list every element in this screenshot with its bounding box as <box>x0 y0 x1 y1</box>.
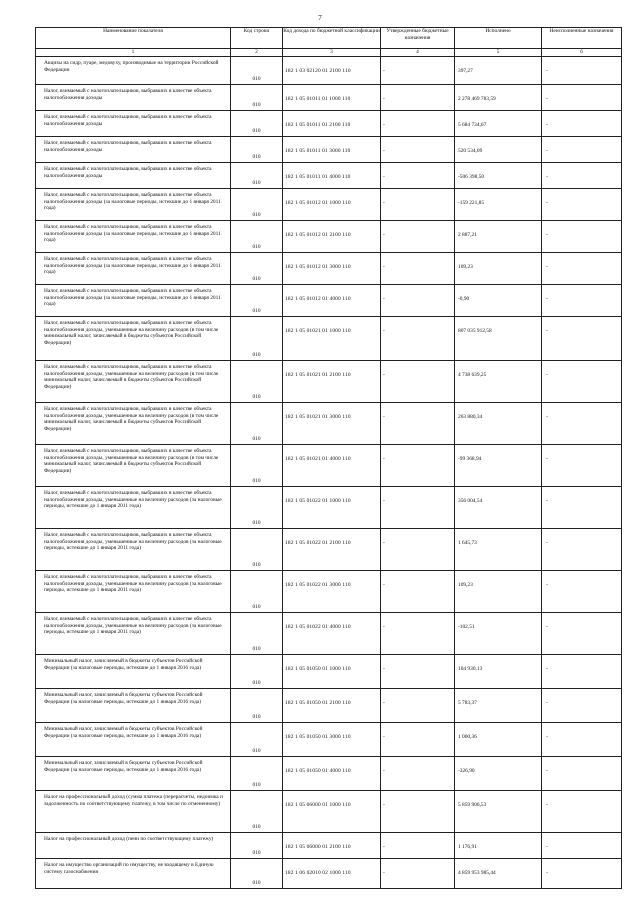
row-unexecuted: - <box>542 529 622 571</box>
row-executed: -506 398,50 <box>455 163 542 189</box>
row-name: Налог, взимаемый с налогоплательщиков, выбравших в качестве объекта налогообложения доходы <box>36 137 231 163</box>
row-budget-code: 182 1 05 01011 01 1000 110 <box>283 85 381 111</box>
table-row <box>36 253 622 285</box>
row-budget-code: 182 1 05 01012 01 4000 110 <box>283 285 381 317</box>
row-line-code: 010 <box>231 613 283 655</box>
row-unexecuted: - <box>542 791 622 833</box>
row-budget-code: 182 1 06 02010 02 1000 110 <box>283 859 381 889</box>
table-row <box>36 571 622 613</box>
row-name: Акцизы на сидр, пуаре, медовуху, производимые на территории Российской Федерации <box>36 57 231 85</box>
row-budget-code: 182 1 05 01050 01 1000 110 <box>283 655 381 689</box>
row-approved: - <box>381 757 455 791</box>
row-unexecuted: - <box>542 403 622 445</box>
row-name: Налог, взимаемый с налогоплательщиков, выбравших в качестве объекта налогообложения доходы, уменьшенные на величину расходов (за налоговые периоды, истекшие до 1 января 2011 года) <box>36 529 231 571</box>
row-unexecuted: - <box>542 85 622 111</box>
row-approved: - <box>381 859 455 889</box>
row-unexecuted: - <box>542 445 622 487</box>
row-name: Налог на профессиональный доход (сумма платежа (перерасчеты, недоимка и задолженность по соответствующему платежу, в том числе по отмененному) <box>36 791 231 833</box>
row-budget-code: 182 1 05 01050 01 4000 110 <box>283 757 381 791</box>
row-executed: 5 859 906,53 <box>455 791 542 833</box>
row-name: Налог, взимаемый с налогоплательщиков, выбравших в качестве объекта налогообложения доходы, уменьшенные на величину расходов (в том числе минимальный налог, зачисляемый в бюджеты субъектов Российской Федерации) <box>36 403 231 445</box>
row-executed: 4 738 639,25 <box>455 361 542 403</box>
row-name: Налог на профессиональный доход (пени по соответствующему платежу) <box>36 833 231 859</box>
row-approved: - <box>381 571 455 613</box>
row-approved: - <box>381 85 455 111</box>
row-line-code: 010 <box>231 445 283 487</box>
row-budget-code: 182 1 05 01021 01 3000 110 <box>283 403 381 445</box>
row-unexecuted: - <box>542 189 622 221</box>
row-name: Налог, взимаемый с налогоплательщиков, выбравших в качестве объекта налогообложения доходы <box>36 111 231 137</box>
table-row <box>36 111 622 137</box>
row-budget-code: 182 1 03 02120 01 2100 110 <box>283 57 381 85</box>
header-budget-code: Код дохода по бюджетной классификации <box>283 28 381 49</box>
row-unexecuted: - <box>542 487 622 529</box>
row-approved: - <box>381 487 455 529</box>
row-executed: 397,27 <box>455 57 542 85</box>
row-executed: -159 221,85 <box>455 189 542 221</box>
table-row <box>36 833 622 859</box>
row-budget-code: 182 1 05 01022 01 3000 110 <box>283 571 381 613</box>
row-approved: - <box>381 613 455 655</box>
header-executed: Исполнено <box>455 28 542 49</box>
row-unexecuted: - <box>542 221 622 253</box>
row-approved: - <box>381 137 455 163</box>
table-row <box>36 285 622 317</box>
row-approved: - <box>381 163 455 189</box>
table-row <box>36 221 622 253</box>
column-number-row <box>36 49 622 57</box>
table-row <box>36 655 622 689</box>
row-executed: 1 000,36 <box>455 723 542 757</box>
row-executed: -326,90 <box>455 757 542 791</box>
row-approved: - <box>381 655 455 689</box>
row-executed: 520 534,09 <box>455 137 542 163</box>
row-executed: 5 783,37 <box>455 689 542 723</box>
column-number: 6 <box>542 49 622 57</box>
revenue-table <box>35 27 622 889</box>
row-line-code: 010 <box>231 403 283 445</box>
column-number: 3 <box>283 49 381 57</box>
row-budget-code: 182 1 05 01022 01 2100 110 <box>283 529 381 571</box>
row-unexecuted: - <box>542 723 622 757</box>
row-name: Налог, взимаемый с налогоплательщиков, выбравших в качестве объекта налогообложения доходы, уменьшенные на величину расходов (за налоговые периоды, истекшие до 1 января 2011 года) <box>36 571 231 613</box>
table-row <box>36 689 622 723</box>
row-line-code: 010 <box>231 317 283 361</box>
table-row <box>36 163 622 189</box>
row-line-code: 010 <box>231 163 283 189</box>
row-approved: - <box>381 111 455 137</box>
row-approved: - <box>381 723 455 757</box>
table-row <box>36 189 622 221</box>
row-executed: -102,51 <box>455 613 542 655</box>
row-name: Минимальный налог, зачисляемый в бюджеты субъектов Российской Федерации (за налоговые периоды, истекшие до 1 января 2016 года) <box>36 757 231 791</box>
row-line-code: 010 <box>231 253 283 285</box>
row-line-code: 010 <box>231 723 283 757</box>
row-line-code: 010 <box>231 189 283 221</box>
row-line-code: 010 <box>231 487 283 529</box>
table-row <box>36 317 622 361</box>
column-number: 1 <box>36 49 231 57</box>
table-row <box>36 757 622 791</box>
table-row <box>36 723 622 757</box>
table-row <box>36 137 622 163</box>
row-line-code: 010 <box>231 221 283 253</box>
row-budget-code: 182 1 05 01021 01 1000 110 <box>283 317 381 361</box>
row-executed: 109,23 <box>455 253 542 285</box>
row-name: Налог, взимаемый с налогоплательщиков, выбравших в качестве объекта налогообложения доходы, уменьшенные на величину расходов (в том числе минимальный налог, зачисляемый в бюджеты субъектов Российской Федерации) <box>36 361 231 403</box>
row-name: Минимальный налог, зачисляемый в бюджеты субъектов Российской Федерации (за налоговые периоды, истекшие до 1 января 2016 года) <box>36 723 231 757</box>
row-budget-code: 182 1 05 01012 01 2100 110 <box>283 221 381 253</box>
row-budget-code: 182 1 05 01012 01 3000 110 <box>283 253 381 285</box>
row-name: Налог, взимаемый с налогоплательщиков, выбравших в качестве объекта налогообложения доходы (за налоговые периоды, истекшие до 1 января 2011 года) <box>36 221 231 253</box>
row-line-code: 010 <box>231 689 283 723</box>
row-name: Налог, взимаемый с налогоплательщиков, выбравших в качестве объекта налогообложения доходы, уменьшенные на величину расходов (за налоговые периоды, истекшие до 1 января 2011 года) <box>36 613 231 655</box>
row-approved: - <box>381 529 455 571</box>
row-budget-code: 182 1 05 01011 01 4000 110 <box>283 163 381 189</box>
row-executed: 263 880,34 <box>455 403 542 445</box>
row-unexecuted: - <box>542 57 622 85</box>
column-number: 2 <box>231 49 283 57</box>
row-executed: -99 368,94 <box>455 445 542 487</box>
row-approved: - <box>381 317 455 361</box>
row-approved: - <box>381 361 455 403</box>
row-name: Налог, взимаемый с налогоплательщиков, выбравших в качестве объекта налогообложения доходы <box>36 85 231 111</box>
header-line-code: Код строки <box>231 28 283 49</box>
row-name: Налог, взимаемый с налогоплательщиков, выбравших в качестве объекта налогообложения доходы (за налоговые периоды, истекшие до 1 января 2011 года) <box>36 189 231 221</box>
row-approved: - <box>381 57 455 85</box>
row-unexecuted: - <box>542 833 622 859</box>
row-approved: - <box>381 833 455 859</box>
row-executed: 2 278 469 783,59 <box>455 85 542 111</box>
table-row <box>36 85 622 111</box>
row-name: Минимальный налог, зачисляемый в бюджеты субъектов Российской Федерации (за налоговые периоды, истекшие до 1 января 2016 года) <box>36 689 231 723</box>
table-row <box>36 791 622 833</box>
row-executed: -0,90 <box>455 285 542 317</box>
row-approved: - <box>381 689 455 723</box>
row-name: Налог, взимаемый с налогоплательщиков, выбравших в качестве объекта налогообложения доходы, уменьшенные на величину расходов (за налоговые периоды, истекшие до 1 января 2011 года) <box>36 487 231 529</box>
row-approved: - <box>381 445 455 487</box>
table-row <box>36 859 622 889</box>
row-budget-code: 182 1 05 01022 01 4000 110 <box>283 613 381 655</box>
row-unexecuted: - <box>542 859 622 889</box>
row-unexecuted: - <box>542 317 622 361</box>
row-unexecuted: - <box>542 361 622 403</box>
row-name: Минимальный налог, зачисляемый в бюджеты субъектов Российской Федерации (за налоговые периоды, истекшие до 1 января 2016 года) <box>36 655 231 689</box>
page-number: 7 <box>318 14 322 22</box>
row-line-code: 010 <box>231 833 283 859</box>
row-line-code: 010 <box>231 655 283 689</box>
row-executed: 807 035 912,58 <box>455 317 542 361</box>
row-unexecuted: - <box>542 655 622 689</box>
row-executed: 2 887,21 <box>455 221 542 253</box>
row-budget-code: 182 1 05 01011 01 2100 110 <box>283 111 381 137</box>
row-name: Налог, взимаемый с налогоплательщиков, выбравших в качестве объекта налогообложения доходы (за налоговые периоды, истекшие до 1 января 2011 года) <box>36 253 231 285</box>
row-line-code: 010 <box>231 285 283 317</box>
row-line-code: 010 <box>231 85 283 111</box>
table-row <box>36 445 622 487</box>
row-line-code: 010 <box>231 859 283 889</box>
row-executed: 4 859 953 985,44 <box>455 859 542 889</box>
row-executed: 5 684 734,67 <box>455 111 542 137</box>
row-unexecuted: - <box>542 111 622 137</box>
table-header-row <box>36 28 622 49</box>
row-unexecuted: - <box>542 689 622 723</box>
row-unexecuted: - <box>542 571 622 613</box>
row-approved: - <box>381 403 455 445</box>
row-budget-code: 182 1 05 06000 01 2100 110 <box>283 833 381 859</box>
table-row <box>36 403 622 445</box>
row-unexecuted: - <box>542 163 622 189</box>
row-executed: 1 645,73 <box>455 529 542 571</box>
row-budget-code: 182 1 05 01022 01 1000 110 <box>283 487 381 529</box>
table-row <box>36 487 622 529</box>
row-approved: - <box>381 221 455 253</box>
row-budget-code: 182 1 05 01012 01 1000 110 <box>283 189 381 221</box>
row-budget-code: 182 1 05 01021 01 2100 110 <box>283 361 381 403</box>
row-name: Налог, взимаемый с налогоплательщиков, выбравших в качестве объекта налогообложения доходы <box>36 163 231 189</box>
row-executed: 109,23 <box>455 571 542 613</box>
header-unexecuted: Неисполненные назначения <box>542 28 622 49</box>
row-line-code: 010 <box>231 529 283 571</box>
row-unexecuted: - <box>542 137 622 163</box>
row-executed: 1 176,91 <box>455 833 542 859</box>
row-budget-code: 182 1 05 01011 01 3000 110 <box>283 137 381 163</box>
header-approved: Утвержденные бюджетные назначения <box>381 28 455 49</box>
row-unexecuted: - <box>542 757 622 791</box>
row-name: Налог, взимаемый с налогоплательщиков, выбравших в качестве объекта налогообложения доходы, уменьшенные на величину расходов (в том числе минимальный налог, зачисляемый в бюджеты субъектов Российской Федерации) <box>36 445 231 487</box>
row-approved: - <box>381 189 455 221</box>
row-line-code: 010 <box>231 757 283 791</box>
table-row <box>36 529 622 571</box>
row-budget-code: 182 1 05 01050 01 3000 110 <box>283 723 381 757</box>
header-name: Наименование показателя <box>36 28 231 49</box>
row-line-code: 010 <box>231 791 283 833</box>
table-row <box>36 361 622 403</box>
table-row <box>36 57 622 85</box>
row-line-code: 010 <box>231 111 283 137</box>
row-approved: - <box>381 253 455 285</box>
row-budget-code: 182 1 05 01021 01 4000 110 <box>283 445 381 487</box>
row-unexecuted: - <box>542 253 622 285</box>
column-number: 5 <box>455 49 542 57</box>
column-number: 4 <box>381 49 455 57</box>
row-unexecuted: - <box>542 613 622 655</box>
row-executed: 104 930,13 <box>455 655 542 689</box>
row-budget-code: 182 1 05 01050 01 2100 110 <box>283 689 381 723</box>
row-line-code: 010 <box>231 361 283 403</box>
row-line-code: 010 <box>231 571 283 613</box>
row-name: Налог, взимаемый с налогоплательщиков, выбравших в качестве объекта налогообложения доходы (за налоговые периоды, истекшие до 1 января 2011 года) <box>36 285 231 317</box>
row-name: Налог, взимаемый с налогоплательщиков, выбравших в качестве объекта налогообложения доходы, уменьшенные на величину расходов (в том числе минимальный налог, зачисляемый в бюджеты субъектов Российской Федерации) <box>36 317 231 361</box>
row-line-code: 010 <box>231 137 283 163</box>
row-line-code: 010 <box>231 57 283 85</box>
table-row <box>36 613 622 655</box>
row-budget-code: 182 1 05 06000 01 1000 110 <box>283 791 381 833</box>
row-executed: 356 004,54 <box>455 487 542 529</box>
row-unexecuted: - <box>542 285 622 317</box>
row-name: Налог на имущество организаций по имуществу, не входящему в Единую систему газоснабжения <box>36 859 231 889</box>
row-approved: - <box>381 285 455 317</box>
row-approved: - <box>381 791 455 833</box>
